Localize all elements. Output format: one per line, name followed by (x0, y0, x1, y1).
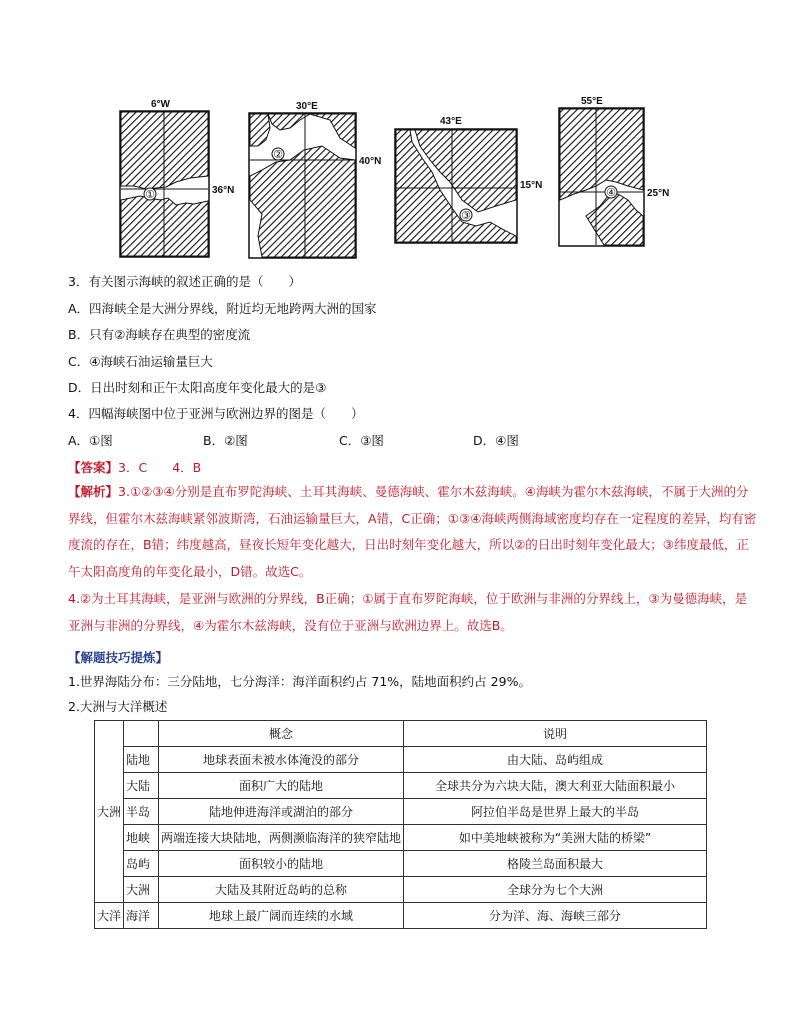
map-4 (559, 96, 669, 246)
table-header-term (124, 721, 159, 747)
table-cell-concept: 地球表面未被水体淹没的部分 (159, 747, 404, 773)
map-2-strait-number: ② (273, 148, 283, 161)
table-row (95, 747, 707, 773)
table-cell-note: 全球共分为六块大陆，澳大利亚大陆面积最小 (404, 773, 707, 799)
table-row (95, 903, 707, 929)
table-header-concept: 概念 (159, 721, 404, 747)
analysis-paragraph-2 (68, 586, 758, 639)
analysis-text-1: 3.①②③④分别是直布罗陀海峡、土耳其海峡、曼德海峡、霍尔木兹海峡。④海峡为霍尔木兹海峡，不属于大洲的分界线，但霍尔木兹海峡紧邻波斯湾，石油运输量巨大，A错，C正确；①③④海峡两侧海域密度均存在一定程度的差异，均有密度流的存在，B错；纬度越高，昼夜长短年变化越大，日出时刻年变化越大，所以②的日出时刻年变化最大；③纬度最低，正午太阳高度角的年变化最小，D错。故选C。 (68, 484, 757, 579)
map-3-longitude-label: 43°E (440, 116, 462, 127)
question-4-option-a: A．①图 (68, 433, 113, 448)
tips-item-1: 1.世界海陆分布：三分陆地，七分海洋：海洋面积约占 71%，陆地面积约占 29%。 (68, 674, 531, 689)
question-3-option-d: D．日出时刻和正午太阳高度年变化最大的是③ (68, 380, 327, 395)
analysis-paragraph-1 (68, 479, 758, 585)
map-1-longitude-label: 6°W (151, 99, 170, 110)
tips-item-2: 2.大洲与大洋概述 (68, 699, 168, 714)
table-cell-note: 格陵兰岛面积最大 (404, 851, 707, 877)
map-2-latitude-label: 40°N (359, 156, 382, 167)
table-cell-note: 由大陆、岛屿组成 (404, 747, 707, 773)
table-cell-term: 海洋 (124, 903, 159, 929)
question-4-options (68, 431, 668, 449)
strait-maps (0, 0, 794, 262)
question-3-option-a: A．四海峡全是大洲分界线，附近均无地跨两大洲的国家 (68, 301, 377, 316)
question-4-option-d: D．④图 (473, 433, 519, 448)
table-cell-concept: 面积广大的陆地 (159, 773, 404, 799)
answer-text: 3．C 4．B (118, 460, 202, 475)
question-4-option-b: B．②图 (203, 433, 248, 448)
map-4-latitude-label: 25°N (647, 188, 670, 199)
table-cell-concept: 陆地伸进海洋或湖泊的部分 (159, 799, 404, 825)
table-header-row (95, 721, 707, 747)
table-cell-term: 地峡 (124, 825, 159, 851)
question-3-option-c: C．④海峡石油运输量巨大 (68, 354, 213, 369)
table-cell-term: 半岛 (124, 799, 159, 825)
analysis-label: 【解析】 (68, 484, 119, 499)
question-3-stem: 3．有关图示海峡的叙述正确的是（ ） (68, 274, 301, 289)
table-cell-concept: 地球上最广阔而连续的水域 (159, 903, 404, 929)
question-4-stem: 4．四幅海峡图中位于亚洲与欧洲边界的图是（ ） (68, 406, 364, 421)
map-2 (249, 101, 381, 258)
table-cell-term: 大陆 (124, 773, 159, 799)
map-1-strait-number: ① (145, 188, 155, 201)
answer-line (68, 458, 201, 476)
table-row (95, 825, 707, 851)
table-cell-note: 分为洋、海、海峡三部分 (404, 903, 707, 929)
map-4-strait-number: ④ (606, 186, 616, 199)
table-cell-note: 如中美地峡被称为“美洲大陆的桥梁” (404, 825, 707, 851)
map-3-latitude-label: 15°N (520, 180, 543, 191)
table-cell-concept: 面积较小的陆地 (159, 851, 404, 877)
table-cell-concept: 两端连接大块陆地，两侧濒临海洋的狭窄陆地 (159, 825, 404, 851)
analysis-text-2: 4.②为土耳其海峡，是亚洲与欧洲的分界线，B正确；①属于直布罗陀海峡，位于欧洲与非洲的分界线上，③为曼德海峡，是亚洲与非洲的分界线，④为霍尔木兹海峡，没有位于亚洲与欧洲边界上。故选B。 (68, 591, 748, 633)
map-3-strait-number: ③ (461, 209, 471, 222)
table-cell-term: 大洲 (124, 877, 159, 903)
table-row (95, 773, 707, 799)
strait-maps-svg (0, 0, 794, 262)
map-2-longitude-label: 30°E (296, 101, 318, 112)
table-group-cell-continent: 大洲 (95, 721, 124, 903)
table-cell-term: 岛屿 (124, 851, 159, 877)
answer-label: 【答案】 (68, 460, 119, 475)
table-row (95, 877, 707, 903)
map-4-longitude-label: 55°E (581, 96, 603, 107)
map-3 (395, 116, 542, 243)
table-row (95, 851, 707, 877)
table-cell-note: 全球分为七个大洲 (404, 877, 707, 903)
tips-label: 【解题技巧提炼】 (68, 650, 169, 665)
table-cell-concept: 大陆及其附近岛屿的总称 (159, 877, 404, 903)
table-group-cell-ocean: 大洋 (95, 903, 124, 929)
question-3-option-b: B．只有②海峡存在典型的密度流 (68, 327, 251, 342)
continent-ocean-table (94, 720, 707, 929)
table-cell-note: 阿拉伯半岛是世界上最大的半岛 (404, 799, 707, 825)
map-1-latitude-label: 36°N (212, 185, 235, 196)
question-4-option-c: C．③图 (339, 433, 384, 448)
table-row (95, 799, 707, 825)
table-cell-term: 陆地 (124, 747, 159, 773)
table-header-note: 说明 (404, 721, 707, 747)
map-1 (120, 99, 234, 257)
